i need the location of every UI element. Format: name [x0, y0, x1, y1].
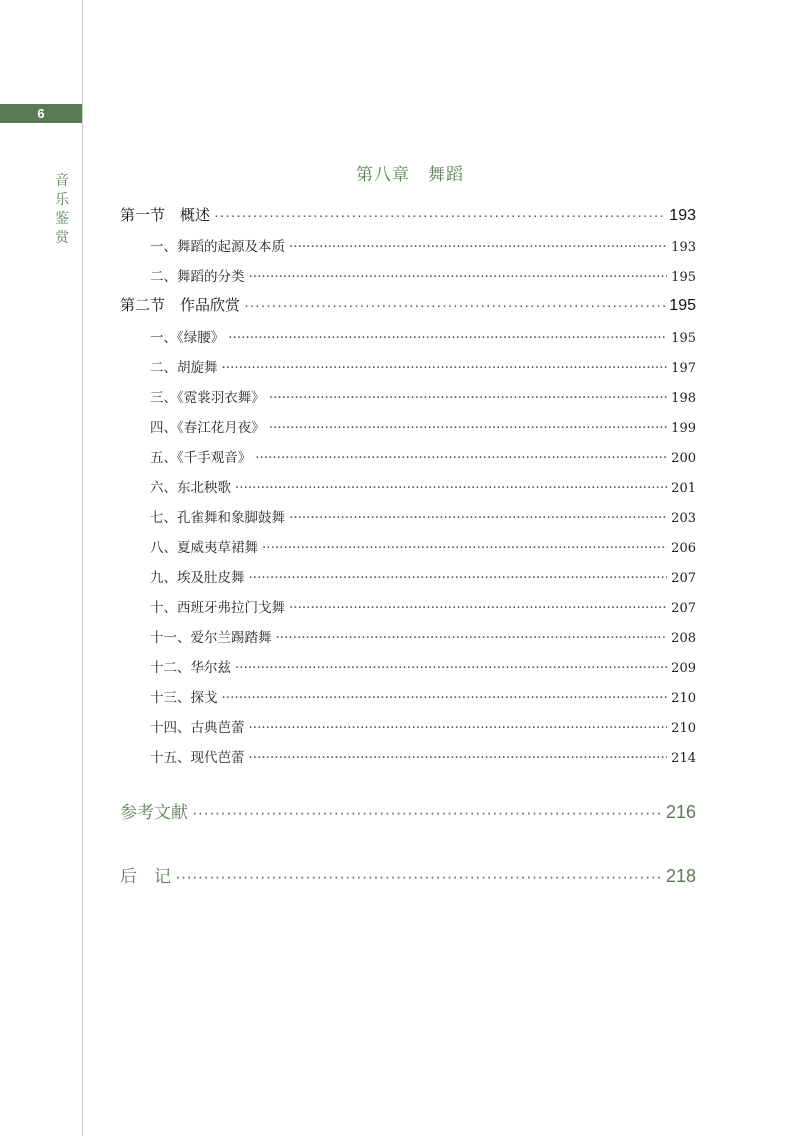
leader-dots	[235, 480, 667, 496]
toc-item-label: 三、《霓裳羽衣舞》	[150, 390, 265, 406]
toc-item-label: 二、舞蹈的分类	[150, 269, 245, 285]
toc-afterword[interactable]	[0, 862, 800, 887]
toc-item[interactable]	[0, 746, 800, 766]
toc-section-1[interactable]	[0, 204, 800, 225]
toc-item-label: 一、《绿腰》	[150, 330, 225, 346]
toc-item[interactable]	[0, 656, 800, 676]
chapter-title: 第八章 舞蹈	[356, 165, 464, 185]
leader-dots	[289, 510, 667, 526]
leader-dots	[249, 720, 668, 736]
toc-item[interactable]	[0, 476, 800, 496]
toc-item-label: 八、夏威夷草裙舞	[150, 540, 258, 556]
toc-item-label: 七、孔雀舞和象脚鼓舞	[150, 510, 285, 526]
toc-item[interactable]	[0, 566, 800, 586]
leader-dots	[192, 803, 662, 823]
leader-dots	[269, 420, 667, 436]
toc-item[interactable]	[0, 416, 800, 436]
toc-item-label: 十五、现代芭蕾	[150, 750, 245, 766]
leader-dots	[222, 360, 668, 376]
toc-item[interactable]	[0, 265, 800, 285]
leader-dots	[222, 690, 668, 706]
toc-item[interactable]	[0, 446, 800, 466]
toc-back-label: 参考文献	[120, 803, 188, 822]
leader-dots	[244, 297, 665, 314]
leader-dots	[235, 660, 667, 676]
toc-item-page: 214	[671, 751, 696, 766]
leader-dots	[262, 540, 667, 556]
leader-dots	[249, 570, 668, 586]
leader-dots	[289, 600, 667, 616]
page-number: 6	[37, 106, 45, 121]
toc-item[interactable]	[0, 506, 800, 526]
toc-references[interactable]	[0, 798, 800, 823]
toc-section-2[interactable]	[0, 294, 800, 315]
toc-item-label: 四、《春江花月夜》	[150, 420, 265, 436]
toc-item-label: 九、埃及肚皮舞	[150, 570, 245, 586]
toc-item-page: 195	[671, 270, 696, 285]
toc-item-label: 十三、探戈	[150, 690, 218, 706]
toc-item-label: 五、《千手观音》	[150, 450, 252, 466]
toc-item-label: 十二、华尔兹	[150, 660, 231, 676]
toc-item[interactable]	[0, 386, 800, 406]
leader-dots	[249, 750, 668, 766]
toc-back-page: 218	[665, 866, 696, 886]
toc-item-page: 209	[671, 661, 696, 676]
toc-section-label: 第二节 作品欣赏	[120, 297, 241, 314]
toc-item-page: 198	[671, 391, 696, 406]
leader-dots	[228, 330, 667, 346]
toc-item[interactable]	[0, 716, 800, 736]
toc-item[interactable]	[0, 596, 800, 616]
toc-item-label: 十一、爱尔兰踢踏舞	[150, 630, 272, 646]
toc-item[interactable]	[0, 326, 800, 346]
toc-item-page: 207	[671, 601, 696, 616]
toc-back-page: 216	[665, 802, 696, 822]
leader-dots	[276, 630, 668, 646]
toc-item[interactable]	[0, 536, 800, 556]
toc-item-page: 197	[671, 361, 696, 376]
page-number-tab	[0, 104, 82, 123]
toc-item-label: 二、胡旋舞	[150, 360, 218, 376]
toc-item-page: 203	[671, 511, 696, 526]
leader-dots	[255, 450, 667, 466]
toc-back-label: 后 记	[120, 867, 171, 886]
toc-item-page: 200	[671, 451, 696, 466]
toc-item[interactable]	[0, 235, 800, 255]
toc-item-page: 193	[671, 240, 696, 255]
toc-item[interactable]	[0, 686, 800, 706]
toc-section-page: 195	[669, 297, 696, 314]
toc-item-page: 206	[671, 541, 696, 556]
toc-item-label: 一、舞蹈的起源及本质	[150, 239, 285, 255]
toc-item-page: 195	[671, 331, 696, 346]
toc-item-page: 207	[671, 571, 696, 586]
toc-item-label: 十、西班牙弗拉门戈舞	[150, 600, 285, 616]
toc-item-page: 210	[671, 721, 696, 736]
leader-dots	[175, 867, 662, 887]
toc-section-page: 193	[669, 207, 696, 224]
leader-dots	[269, 390, 667, 406]
toc-item-label: 十四、古典芭蕾	[150, 720, 245, 736]
toc-item[interactable]	[0, 626, 800, 646]
toc-item-page: 210	[671, 691, 696, 706]
book-title-vertical: 音乐鉴赏	[55, 173, 69, 246]
toc-item[interactable]	[0, 356, 800, 376]
toc-item-page: 199	[671, 421, 696, 436]
toc-section-label: 第一节 概述	[120, 207, 211, 224]
toc-item-label: 六、东北秧歌	[150, 480, 231, 496]
toc-item-page: 208	[671, 631, 696, 646]
leader-dots	[289, 239, 667, 255]
leader-dots	[214, 207, 665, 224]
leader-dots	[249, 269, 668, 285]
toc-item-page: 201	[671, 481, 696, 496]
